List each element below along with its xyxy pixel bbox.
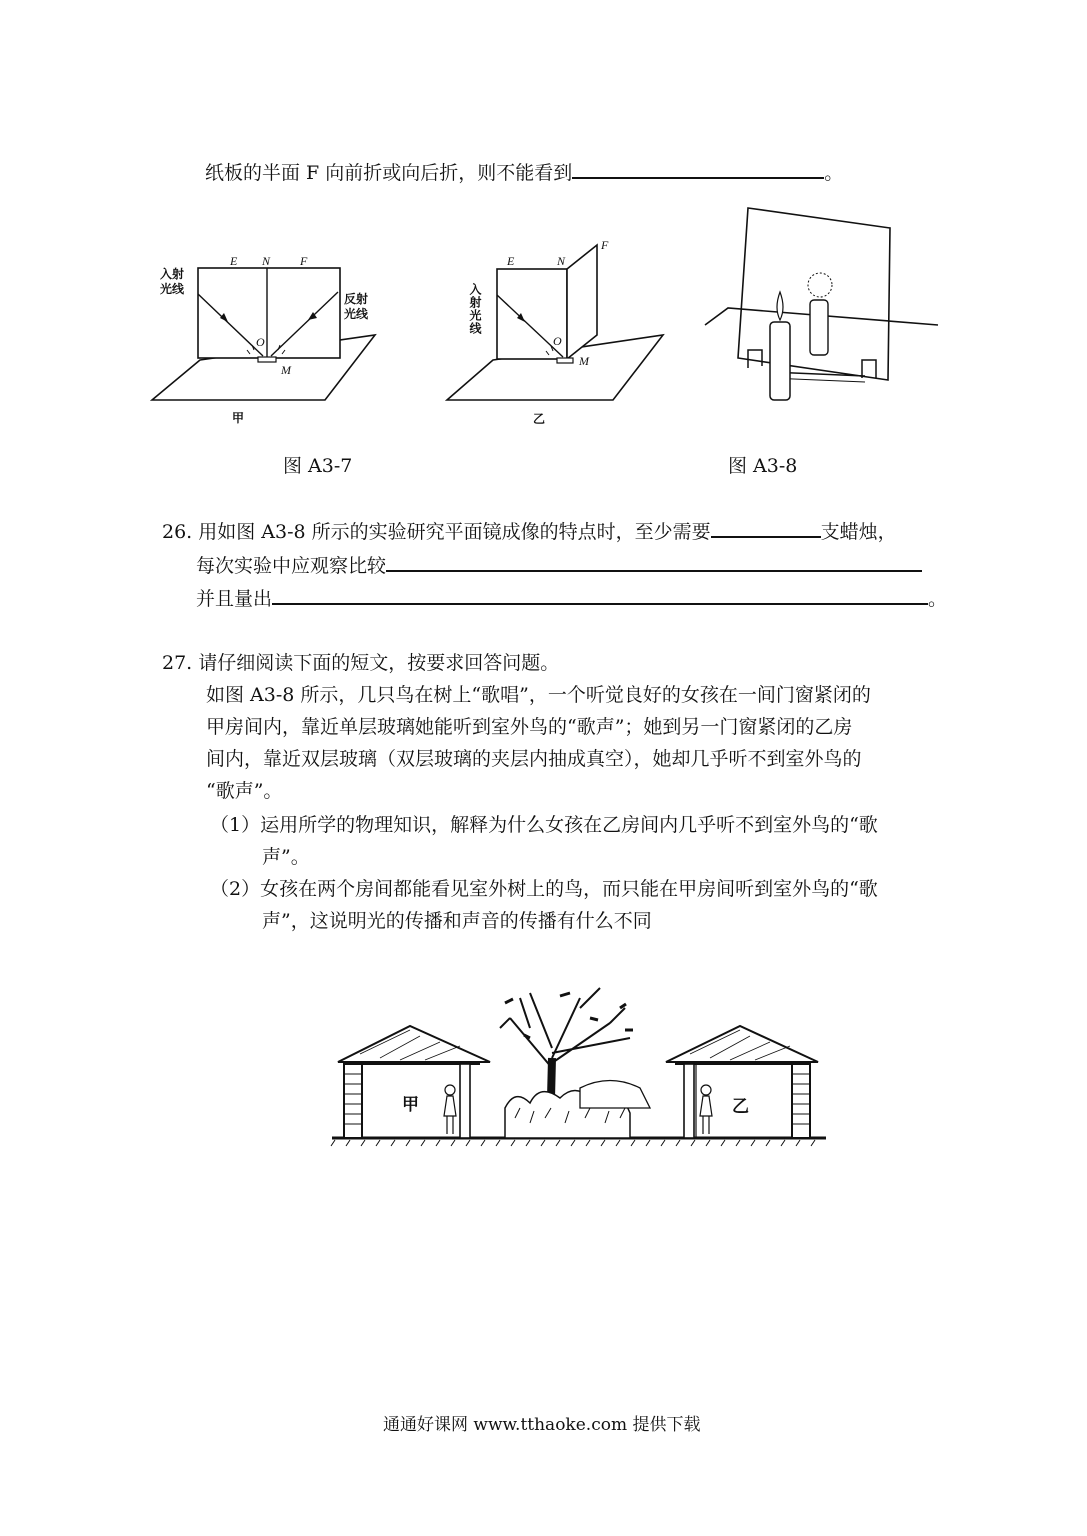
ground-hatch [331,1140,815,1146]
right-house-roof [666,1026,818,1062]
paper-board [198,268,340,358]
q26-line3-text: 并且量出 [196,588,273,610]
mirror-m [258,357,276,362]
q26-blank-2[interactable] [386,569,922,572]
label-o: O [256,335,265,349]
q26-line2 [196,551,922,578]
sub-caption-jia: 甲 [232,411,245,425]
q26-line3-end: 。 [928,588,948,610]
q27-para-l2: 甲房间内，靠近单层玻璃她能听到室外鸟的“歌声”；她到另一门窗紧闭的乙房 [206,716,853,738]
q26-text-b: 支蜡烛， [820,521,897,543]
q26-number: 26. [162,521,193,543]
label-e: E [507,254,515,268]
top-line-end: 。 [824,162,844,184]
q27-sub1-l1: （1）运用所学的物理知识，解释为什么女孩在乙房间内几乎听不到室外鸟的“歌 [210,814,878,836]
label-f: F [601,238,609,252]
q27-number: 27. [162,652,193,674]
board-half-f [567,245,597,359]
figure-a3-8 [700,200,940,410]
top-question-line [205,158,843,185]
q27-sub1-l2: 声”。 [262,846,310,868]
tree-branches [500,988,630,1068]
q27-para-l1: 如图 A3-8 所示，几只鸟在树上“歌唱”，一个听觉良好的女孩在一间门窗紧闭的 [206,684,871,706]
caption-a3-8: 图 A3-8 [728,455,798,477]
house-tree-scene [330,978,830,1148]
label-n: N [262,254,271,268]
label-reflect-1: 反射 [344,292,369,306]
birds [505,993,633,1038]
label-f: F [300,254,308,268]
label-o: O [553,334,562,348]
right-house-wall-right [792,1064,810,1138]
sub-caption-yi: 乙 [533,412,546,426]
left-house-wall-left [344,1064,362,1138]
answer-blank[interactable] [572,176,824,179]
q27-para-l3: 间内，靠近双层玻璃（双层玻璃的夹层内抽成真空），她却几乎听不到室外鸟的 [206,748,862,770]
girl-right-head [701,1085,711,1095]
girl-left-head [445,1085,455,1095]
label-incident-1: 入射 [160,267,185,281]
q26-line2-text: 每次实验中应观察比较 [196,555,387,577]
girl-right-body [700,1096,712,1134]
q26-blank-3[interactable] [272,602,928,605]
q27-intro [162,648,559,675]
caption-a3-7: 图 A3-7 [283,455,353,477]
left-house-window-post [460,1064,470,1138]
image-candle [810,300,828,355]
footer-text: 通通好课网 www.tthaoke.com 提供下载 [383,1415,701,1435]
q27-para-l4: “歌声”。 [206,780,283,802]
girl-left-body [444,1096,456,1134]
label-e: E [230,254,238,268]
right-room-label: 乙 [732,1097,749,1116]
rock [580,1081,650,1109]
top-line-text: 纸板的半面 F 向前折或向后折，则不能看到 [205,162,573,184]
q27-intro-text: 请仔细阅读下面的短文，按要求回答问题。 [198,652,560,674]
image-flame [808,273,832,297]
label-incident-vertical: 入射光线 [468,283,482,335]
mirror-m [557,358,573,363]
label-incident-2: 光线 [160,282,185,296]
label-m: M [579,354,589,368]
figure-a3-7-yi [445,235,675,430]
label-n: N [557,254,566,268]
q27-sub2-l2: 声”，这说明光的传播和声音的传播有什么不同 [262,910,652,932]
left-house-roof [338,1026,490,1062]
q26-line3 [196,584,947,611]
left-room-label: 甲 [402,1095,419,1114]
q27-sub2-l1: （2）女孩在两个房间都能看见室外树上的鸟，而只能在甲房间听到室外鸟的“歌 [210,878,878,900]
label-m: M [281,363,291,377]
real-flame [777,292,783,320]
q26-line1 [162,517,897,544]
real-candle [770,322,790,400]
label-reflect-2: 光线 [344,307,369,321]
q26-blank-1[interactable] [711,535,821,538]
figure-a3-7-jia [150,240,400,430]
right-house-window-post [684,1064,694,1138]
q26-text-a: 用如图 A3-8 所示的实验研究平面镜成像的特点时，至少需要 [198,521,711,543]
